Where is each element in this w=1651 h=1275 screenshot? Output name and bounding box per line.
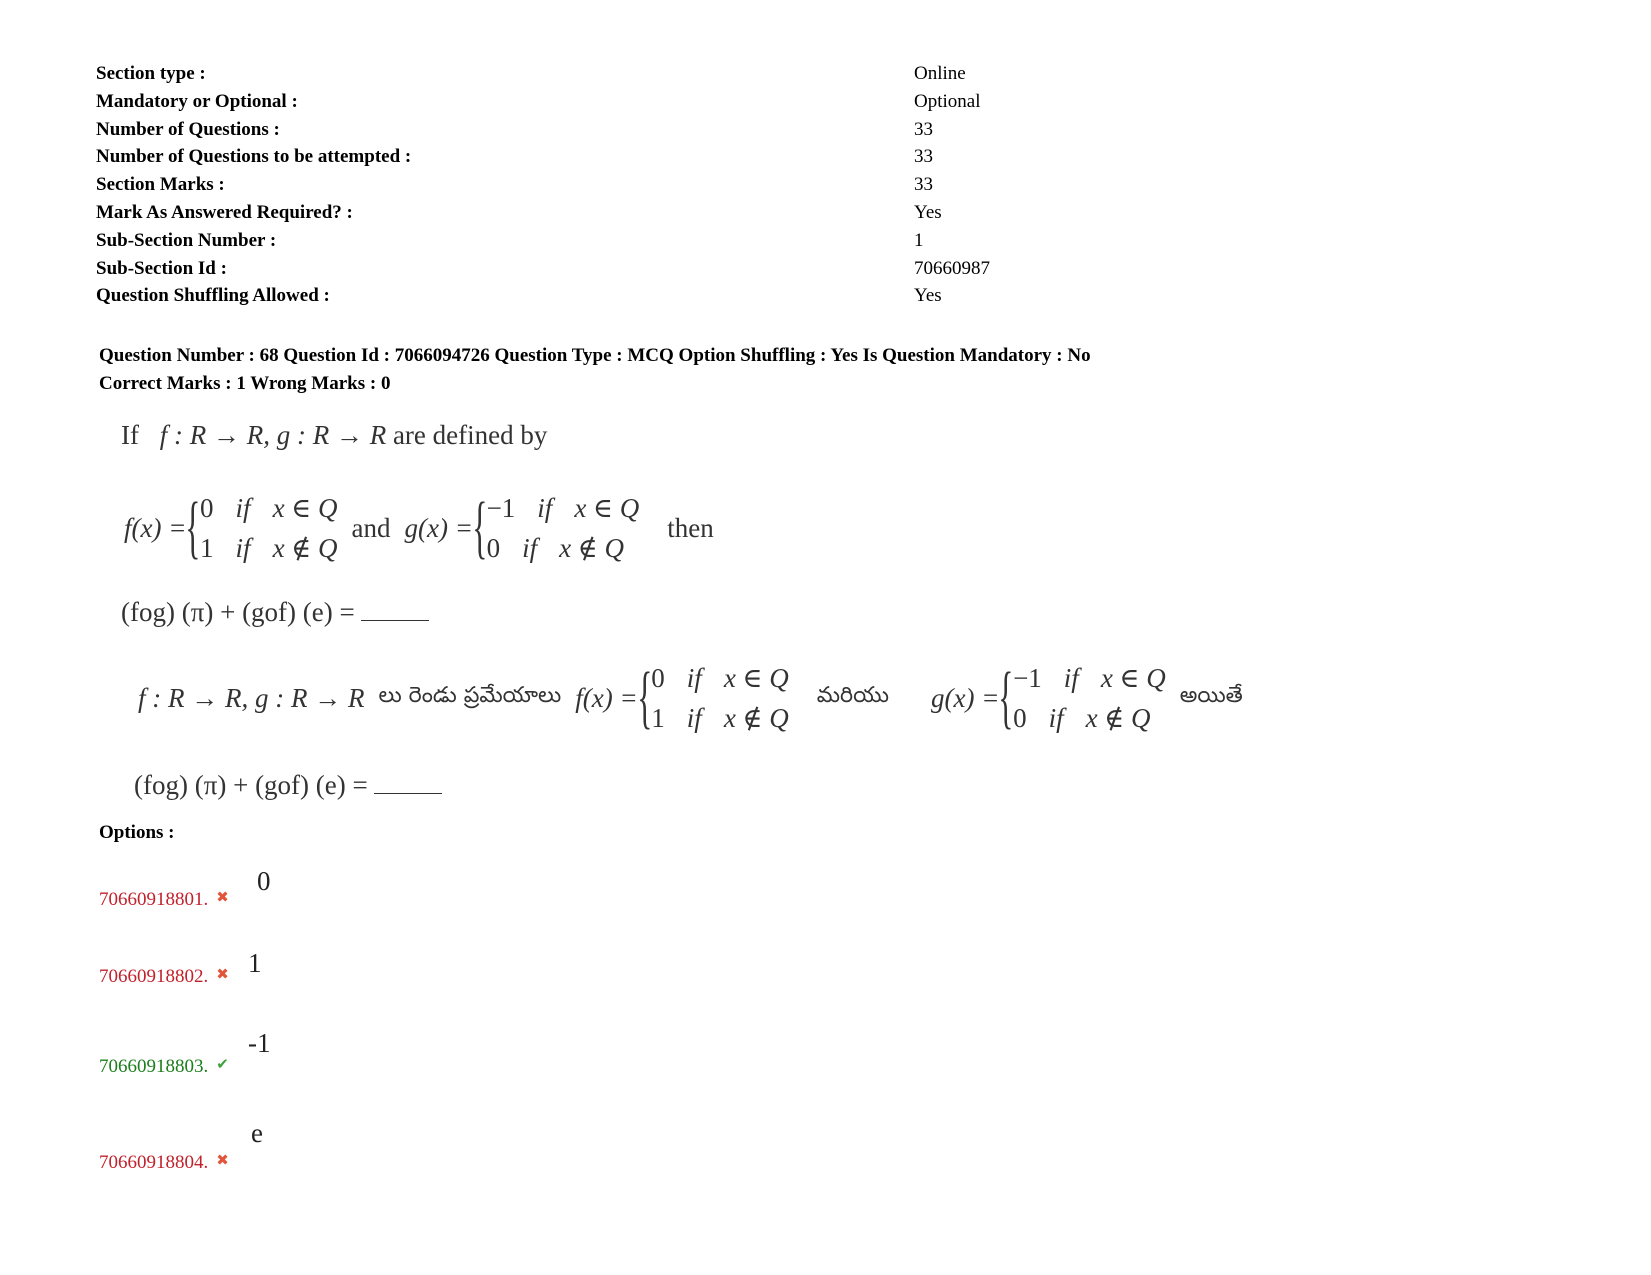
info-label: Number of Questions to be attempted :	[96, 146, 412, 168]
f-case-1: 0 if x ∈ Q	[651, 663, 789, 693]
f-case-1: 0 if x ∈ Q	[200, 493, 338, 523]
info-value: 70660987	[914, 257, 990, 279]
option-item	[99, 1056, 229, 1078]
option-id: 70660918803.	[99, 1056, 209, 1077]
info-row	[96, 282, 1196, 310]
question-expression-telugu	[134, 770, 442, 801]
info-value: 1	[914, 229, 924, 251]
info-value: 33	[914, 174, 933, 196]
g-lhs: g(x) =	[404, 512, 473, 543]
option-id: 70660918802.	[99, 966, 209, 987]
telugu-and: మరియు	[816, 683, 890, 708]
g-case-1: −1 if x ∈ Q	[486, 493, 640, 523]
cross-icon: ✖	[216, 890, 229, 906]
g-cases	[487, 488, 640, 568]
info-row	[96, 171, 1196, 199]
telugu-maps: f : R → R, g : R → R	[138, 682, 365, 713]
piecewise-definition-english	[124, 485, 714, 571]
f-cases	[651, 658, 788, 738]
options-label: Options :	[99, 822, 175, 843]
option-item	[99, 1152, 229, 1174]
option-item	[99, 966, 229, 988]
f-case-2: 1 if x ∉ Q	[651, 703, 789, 733]
piecewise-definition-telugu	[138, 655, 1243, 741]
info-label: Number of Questions :	[96, 118, 280, 140]
question-expression-english	[121, 597, 429, 628]
info-value: 33	[914, 118, 933, 140]
answer-blank	[374, 771, 442, 794]
left-brace-icon: {	[636, 659, 653, 736]
intro-tail: are defined by	[392, 420, 548, 450]
g-case-2: 0 if x ∉ Q	[486, 533, 625, 563]
left-brace-icon: {	[472, 489, 488, 566]
g-lhs: g(x) =	[931, 682, 1000, 713]
info-value: Yes	[914, 201, 942, 223]
g-cases	[1013, 658, 1166, 738]
and-word: and	[351, 512, 391, 543]
f-lhs: f(x) =	[575, 682, 638, 713]
question-meta-line: Question Number : 68 Question Id : 7066094726 Question Type : MCQ Option Shuffling : Yes Is Question Mandatory : No	[99, 345, 1091, 366]
info-label: Sub-Section Id :	[96, 257, 227, 279]
info-row	[96, 227, 1196, 255]
info-label: Section type :	[96, 63, 206, 84]
left-brace-icon: {	[998, 659, 1014, 736]
info-row	[96, 116, 1196, 144]
left-brace-icon: {	[185, 489, 201, 566]
info-label: Mark As Answered Required? :	[96, 201, 353, 223]
info-label: Section Marks :	[96, 174, 225, 196]
f-cases	[200, 488, 337, 568]
intro-maps: f : R → R, g : R → R	[159, 420, 387, 450]
question-marks-line: Correct Marks : 1 Wrong Marks : 0	[99, 373, 391, 394]
g-case-2: 0 if x ∉ Q	[1013, 703, 1151, 733]
telugu-text: లు రెండు ప్రమేయాలు	[378, 683, 562, 708]
info-row	[96, 199, 1196, 227]
info-row	[96, 143, 1196, 171]
option-id: 70660918804.	[99, 1152, 209, 1173]
info-value: 33	[914, 146, 933, 168]
option-item	[99, 889, 229, 911]
telugu-then: అయితే	[1179, 683, 1243, 708]
info-label: Question Shuffling Allowed :	[96, 285, 330, 307]
info-row	[96, 60, 1196, 88]
info-label: Sub-Section Number :	[96, 229, 277, 251]
check-icon: ✔	[216, 1057, 229, 1073]
intro-if: If	[121, 420, 139, 450]
option-value: -1	[248, 1028, 271, 1058]
question-intro-english	[121, 420, 547, 451]
info-row	[96, 255, 1196, 283]
question-header	[99, 342, 1091, 398]
expression: (fog) (π) + (gof) (e) =	[121, 597, 355, 627]
info-value: Yes	[914, 285, 942, 307]
cross-icon: ✖	[216, 967, 229, 983]
option-id: 70660918801.	[99, 889, 209, 910]
g-case-1: −1 if x ∈ Q	[1013, 663, 1166, 693]
info-row	[96, 88, 1196, 116]
f-case-2: 1 if x ∉ Q	[200, 533, 338, 563]
option-value: 1	[248, 948, 262, 978]
section-info-table	[96, 60, 1196, 310]
then-word: then	[667, 512, 714, 543]
option-value: e	[251, 1118, 263, 1148]
option-value: 0	[257, 866, 271, 896]
info-value: Optional	[914, 90, 981, 112]
f-lhs: f(x) =	[124, 512, 187, 543]
answer-blank	[361, 598, 429, 621]
info-label: Mandatory or Optional :	[96, 90, 298, 112]
info-value: Online	[914, 63, 966, 84]
cross-icon: ✖	[216, 1153, 229, 1169]
expression: (fog) (π) + (gof) (e) =	[134, 770, 368, 800]
